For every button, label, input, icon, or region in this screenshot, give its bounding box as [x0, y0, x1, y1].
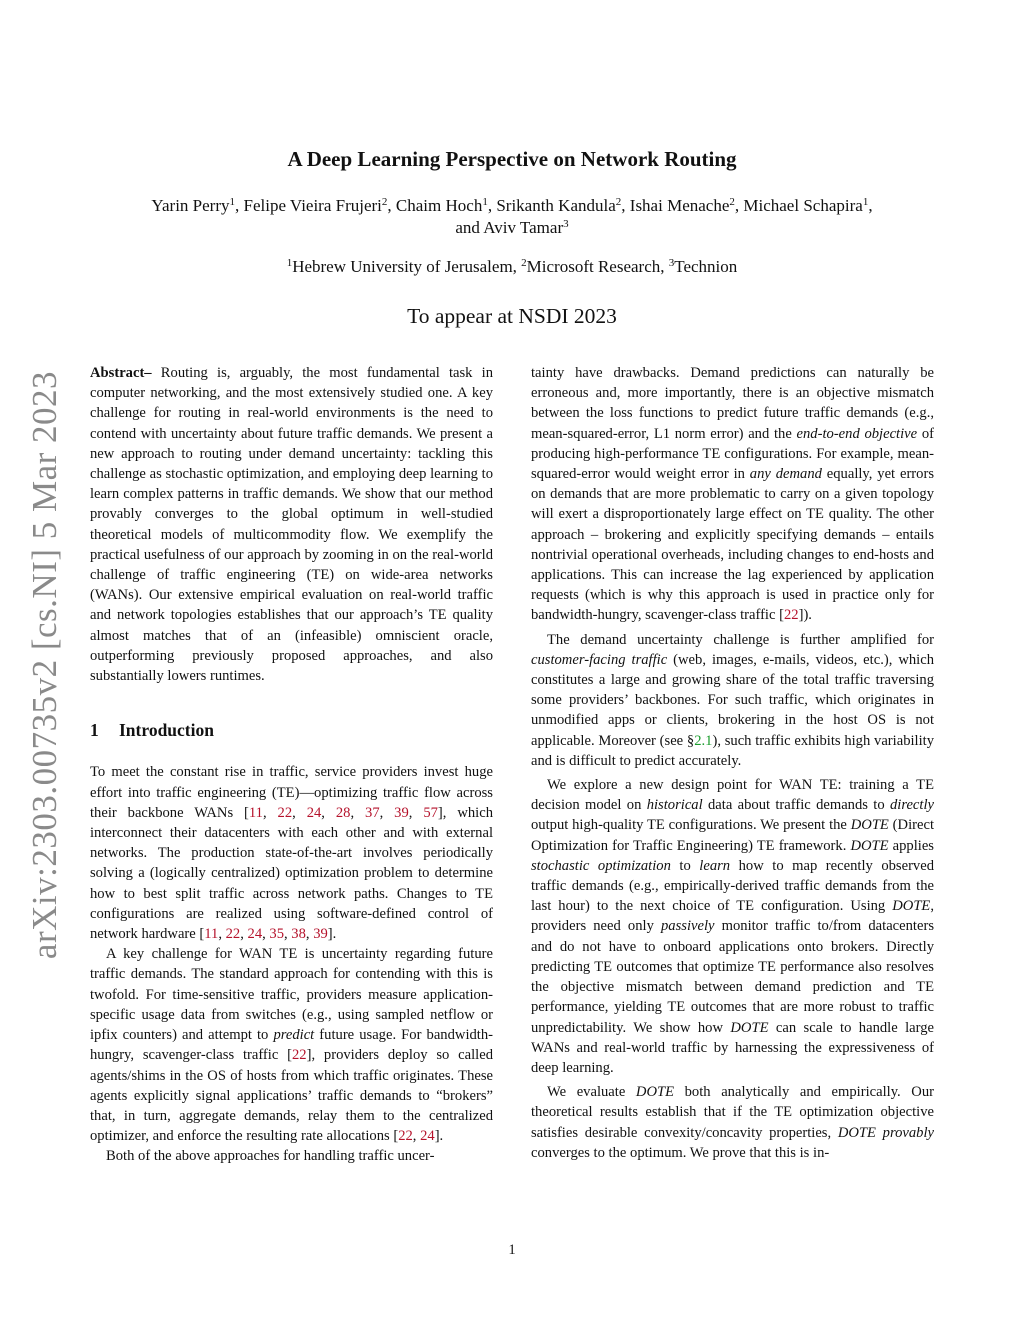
- section-link[interactable]: 2.1: [694, 732, 713, 749]
- citation-link[interactable]: 57: [423, 804, 438, 821]
- author-affiliation-mark: 1: [482, 196, 488, 208]
- section-number: 1: [90, 720, 99, 741]
- author-name: Felipe Vieira Frujeri: [243, 196, 382, 215]
- paragraph: We explore a new design point for WAN TE: training a TE decision model on historical data about traffic demands to directly output high-quality TE configurations. We present the DOTE (Direct Optimization for Traffic Engineering) TE framework. DOTE applies stochastic optimization to learn how to map recently observed traffic demands (e.g., empirically-derived traffic demands from the last hour) to the next choice of TE configuration. Using DOTE, providers need only passively monitor traffic to/from datacenters and do not have to onboard applications onto brokers. Directly predicting TE outcomes that optimize TE performance also resolves the objective mismatch between demand prediction and TE performance, yielding TE outcomes that are more robust to traffic unpredictability. We show how DOTE can scale to handle large WANs and real-world traffic by harnessing the expressiveness of deep learning.: [531, 777, 934, 1076]
- author-name: Chaim Hoch: [395, 196, 483, 215]
- paragraph: The demand uncertainty challenge is further amplified for customer-facing traffic (web, images, e-mails, videos, etc.), which constitutes a large and growing share of the total traffic traversing some providers’ backbones. For such traffic, which originates in unmodified apps or clients, brokering in the host OS is not applicable. Moreover (see §2.1), such traffic exhibits high variability and is difficult to predict accurately.: [531, 631, 935, 769]
- section-heading: [90, 720, 493, 740]
- citation-link[interactable]: 24: [306, 804, 322, 821]
- affiliation-name: Technion: [674, 257, 738, 276]
- emphasis: predict: [273, 1027, 315, 1044]
- emphasis: DOTE: [850, 837, 889, 854]
- citation-link[interactable]: 11: [204, 926, 219, 943]
- citation-link[interactable]: 37: [365, 804, 380, 821]
- citation-link[interactable]: 22: [292, 1047, 307, 1064]
- paragraph: Abstract– Routing is, arguably, the most fundamental task in computer networking, and the most extensively studied one. A key challenge for routing in real-world environments is the need to contend with uncertainty about future traffic demands. We present a new approach to routing under demand uncertainty: tackling this challenge as stochastic optimization, and employing deep learning to learn complex patterns in traffic demands. We show that our method provably converges to the global optimum in well-studied theoretical models of multicommodity flow. We exemplify the practical usefulness of our approach by zooming in on the real-world challenge of traffic engineering (TE) on wide-area networks (WANs). Our extensive empirical evaluation on real-world traffic and network topologies establishes that our approach’s TE quality almost matches that of an (infeasible) omniscient oracle, outperforming previously proposed approaches, and also substantially lowers runtimes.: [90, 365, 493, 685]
- emphasis: DOTE: [850, 817, 889, 834]
- affiliations: $^1$Hebrew University of Jerusalem, $^2$Microsoft Research, $^3$Technion: [286, 257, 738, 276]
- right-column: [531, 363, 934, 1163]
- emphasis: DOTE: [892, 898, 931, 915]
- emphasis: DOTE: [730, 1019, 769, 1036]
- venue-note: To appear at NSDI 2023: [407, 304, 617, 328]
- citation-link[interactable]: 28: [335, 804, 351, 821]
- author-affiliation-mark: 2: [615, 196, 622, 208]
- author-affiliation-mark: 2: [381, 196, 388, 208]
- emphasis: customer-facing traffic: [531, 651, 668, 668]
- arxiv-sidebar-stamp: [20, 365, 70, 965]
- author-name: Ishai Menache: [629, 196, 730, 215]
- author-name: Srikanth Kandula: [496, 196, 616, 215]
- section-title: Introduction: [119, 720, 214, 741]
- emphasis: end-to-end objective: [796, 425, 918, 442]
- affiliation-name: Hebrew University of Jerusalem: [292, 257, 513, 276]
- arxiv-identifier: arXiv:2303.00735v2 [cs.NI] 5 Mar 2023: [25, 370, 64, 960]
- citation-link[interactable]: 22: [277, 804, 293, 821]
- paper-title: A Deep Learning Perspective on Network Routing: [287, 147, 737, 171]
- abstract-label: Abstract–: [90, 365, 161, 381]
- citation-link[interactable]: 39: [394, 804, 409, 821]
- emphasis: DOTE: [635, 1084, 675, 1101]
- emphasis: directly: [889, 797, 934, 814]
- author-affiliation-mark: 3: [563, 218, 569, 230]
- author-affiliation-mark: 1: [862, 196, 869, 208]
- author-name: Yarin Perry: [151, 196, 230, 215]
- citation-link[interactable]: 35: [269, 926, 284, 943]
- citation-link[interactable]: 24: [420, 1128, 435, 1145]
- paragraph: Both of the above approaches for handling traffic uncer-: [106, 1148, 435, 1165]
- citation-link[interactable]: 22: [398, 1128, 413, 1145]
- emphasis: DOTE provably: [837, 1124, 934, 1141]
- emphasis: stochastic optimization: [531, 857, 671, 874]
- citation-link[interactable]: 11: [248, 804, 263, 821]
- left-column: [90, 363, 493, 1167]
- paragraph: To meet the constant rise in traffic, service providers invest huge effort into traffic engineering (TE)—optimizing traffic flow across their backbone WANs [11, 22, 24, 28, 37, 39, 57], which interconnect their datacenters with each other and with external networks. The production state-of-the-art involves periodically solving a (logically centralized) optimization problem to determine how to best split traffic across network paths. Changes to TE configurations are realized using software-defined control of network hardware [11, 22, 24, 35, 38, 39].: [90, 764, 494, 943]
- citation-link[interactable]: 39: [313, 926, 328, 943]
- emphasis: historical: [646, 797, 703, 814]
- paragraph: We evaluate DOTE both analytically and empirically. Our theoretical results establish that if the TE optimization objective satisfies desirable convexity/concavity properties, DOTE provably converges to the optimum. We prove that this is in-: [531, 1084, 935, 1161]
- affiliation-name: Microsoft Research: [526, 257, 661, 276]
- author-list: Yarin Perry$^1$, Felipe Vieira Frujeri$^2$, Chaim Hoch$^1$, Srikanth Kandula$^2$, Ishai Menache$^2$, Michael Schapira$^1$, and Aviv Tamar$^3$: [151, 196, 873, 237]
- affiliation-mark: 2: [521, 257, 527, 269]
- emphasis: any demand: [749, 466, 822, 483]
- citation-link[interactable]: 38: [291, 926, 306, 943]
- page-number: 1: [508, 1242, 516, 1258]
- citation-link[interactable]: 22: [783, 607, 799, 624]
- author-name: Michael Schapira: [743, 196, 863, 215]
- emphasis: passively: [661, 918, 715, 935]
- emphasis: learn: [699, 857, 731, 874]
- affiliation-mark: 3: [668, 257, 675, 269]
- author-affiliation-mark: 1: [229, 196, 235, 208]
- citation-link[interactable]: 22: [225, 926, 241, 943]
- author-name: and Aviv Tamar: [455, 218, 564, 237]
- paragraph: A key challenge for WAN TE is uncertainty regarding future traffic demands. The standard approach for contending with this is twofold. For time-sensitive traffic, providers measure application-specific usage data from switches (e.g., using sampled netflow or ipfix counters) and attempt to predict future usage. For bandwidth-hungry, scavenger-class traffic [22], providers deploy so called agents/shims in the OS of hosts from which traffic originates. These agents explicitly signal applications’ traffic demands to “brokers” that, in turn, aggregate demands, relay them to the centralized optimizer, and enforce the resulting rate allocations [22, 24].: [90, 946, 494, 1145]
- author-affiliation-mark: 2: [729, 196, 735, 208]
- affiliation-mark: 1: [286, 257, 293, 269]
- paragraph: tainty have drawbacks. Demand predictions can naturally be erroneous and, more importantly, there is an objective mismatch between the loss functions to predict future traffic demands (e.g., mean-squared-error, L1 norm error) and the end-to-end objective of producing high-performance TE configurations. For example, mean-squared-error would weight error in any demand equally, yet errors on demands that are more problematic to carry on a given topology will exert a disproportionately large effect on TE quality. The other approach – brokering and explicitly specifying demands – entails nontrivial operational overheads, including changes to end-hosts and applications. This can increase the lag experienced by application requests (which is why this approach is used in practice only for bandwidth-hungry, scavenger-class traffic [22]).: [531, 365, 934, 624]
- citation-link[interactable]: 24: [247, 926, 263, 943]
